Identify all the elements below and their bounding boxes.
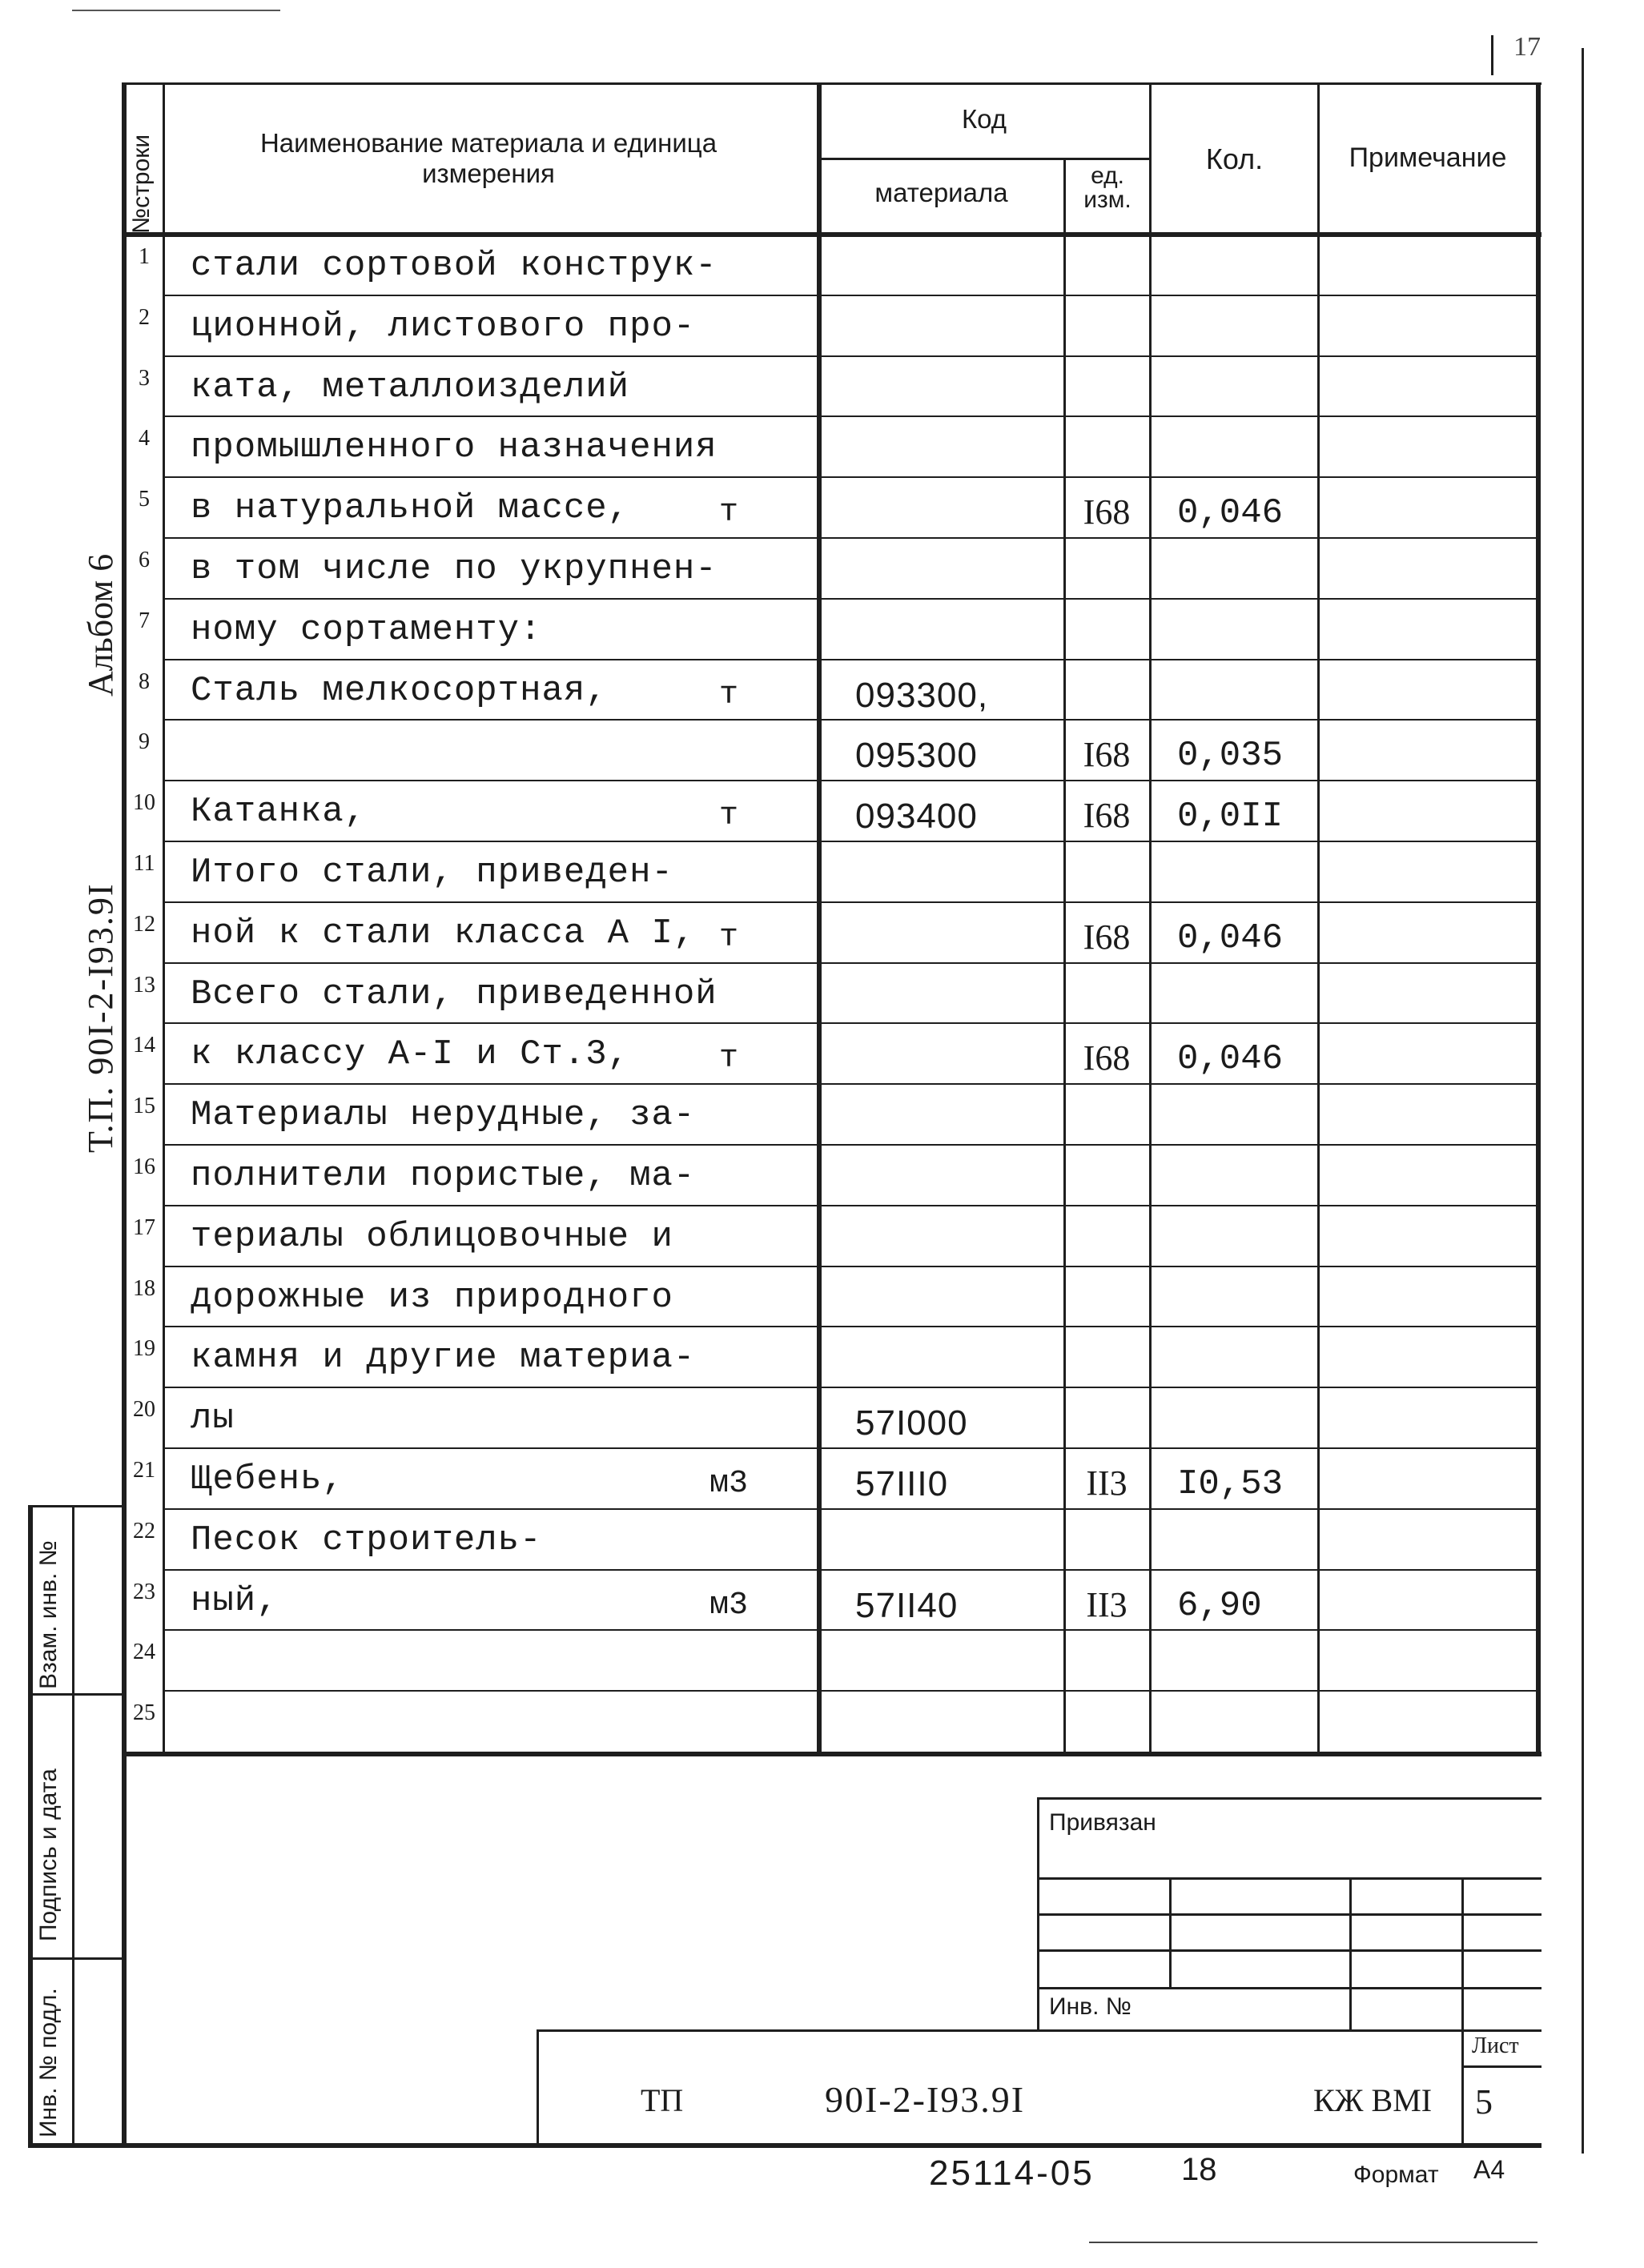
table-row-line — [163, 1569, 1537, 1571]
side-line-2 — [28, 1693, 124, 1696]
table-row-line — [163, 1326, 1537, 1327]
row-number: 9 — [139, 729, 150, 755]
row-material-name: ный, — [191, 1580, 279, 1621]
row-number: 14 — [133, 1033, 155, 1058]
row-material-code: 093400 — [855, 797, 978, 837]
row-number: 4 — [139, 426, 150, 452]
row-number: 24 — [133, 1640, 155, 1665]
row-number: 16 — [133, 1154, 155, 1179]
row-number: 12 — [133, 911, 155, 937]
privyazan-col-3 — [1461, 1877, 1464, 2029]
row-unit: м3 — [709, 1466, 748, 1502]
header-row-no: №строки — [128, 134, 155, 234]
row-material-name: в натуральной массе, — [191, 488, 630, 529]
row-number: 17 — [133, 1214, 155, 1240]
row-number: 15 — [133, 1094, 155, 1119]
row-material-name: Материалы нерудные, за- — [191, 1095, 696, 1136]
col-line-right — [1536, 82, 1541, 1754]
row-quantity: 0,046 — [1177, 1039, 1284, 1080]
podpis-data-label: Подпись и дата — [35, 1768, 62, 1941]
header-subline — [819, 158, 1149, 160]
privyazan-line-4 — [1037, 1987, 1542, 1989]
row-quantity: 0,046 — [1177, 493, 1284, 534]
top-edge-line — [72, 10, 280, 11]
inv-no-label: Инв. № — [1049, 1993, 1132, 2020]
table-row-line — [163, 1690, 1537, 1692]
row-material-name: промышленного назначения — [191, 428, 717, 468]
table-row-line — [163, 1629, 1537, 1631]
row-number: 6 — [139, 548, 150, 572]
table-row-line — [163, 1144, 1537, 1146]
table-row-line — [163, 1387, 1537, 1388]
row-material-name: стали сортовой конструк- — [191, 246, 717, 286]
row-unit-code: I68 — [1083, 1038, 1131, 1078]
row-number: 21 — [133, 1458, 155, 1483]
table-row-line — [163, 962, 1537, 964]
row-material-name: Итого стали, приведен- — [191, 853, 673, 893]
row-unit-code: II3 — [1086, 1463, 1127, 1503]
row-number: 10 — [133, 790, 155, 816]
col-line-qty — [1149, 82, 1152, 1754]
row-unit: т — [718, 798, 738, 835]
corner-page-number: 17 — [1513, 32, 1541, 62]
col-line-ed — [1063, 158, 1066, 1754]
title-block-sheet-col — [1461, 2029, 1464, 2146]
right-margin-line — [1582, 48, 1584, 2154]
row-number: 2 — [139, 304, 150, 330]
list-label: Лист — [1472, 2033, 1519, 2058]
bottom-number: 18 — [1181, 2152, 1217, 2187]
row-unit-code: I68 — [1083, 492, 1131, 532]
format-label: Формат — [1353, 2162, 1439, 2188]
row-unit: м3 — [709, 1587, 748, 1624]
table-bottom-line — [124, 1752, 1542, 1756]
table-row-line — [163, 537, 1537, 539]
side-line-1 — [28, 1505, 124, 1507]
row-material-name: ката, металлоизделий — [191, 367, 630, 407]
row-material-code: 57I000 — [855, 1403, 968, 1443]
vzam-inv-label: Взам. инв. № — [35, 1540, 62, 1689]
top-right-tick — [1491, 35, 1493, 75]
privyazan-line-1 — [1037, 1877, 1542, 1880]
row-material-name: камня и другие материа- — [191, 1338, 696, 1379]
row-unit-code: II3 — [1086, 1584, 1127, 1624]
row-material-name: ционной, листового про- — [191, 306, 696, 347]
tp-label: ТП — [641, 2082, 684, 2118]
row-material-name: полнители пористые, ма- — [191, 1156, 696, 1196]
row-unit-code: I68 — [1083, 796, 1131, 836]
row-material-name: к классу А-I и Ст.3, — [191, 1034, 630, 1075]
row-material-code: 57III0 — [855, 1464, 949, 1503]
side-line-3 — [28, 1957, 124, 1960]
bottom-edge-line — [1089, 2242, 1537, 2243]
row-number: 3 — [139, 365, 150, 391]
album-label: Альбом 6 — [81, 553, 120, 696]
row-number: 7 — [139, 608, 150, 633]
row-quantity: 0,035 — [1177, 736, 1284, 777]
row-number: 1 — [139, 244, 150, 269]
header-note: Примечание — [1349, 143, 1507, 173]
header-qty: Кол. — [1205, 143, 1264, 175]
header-code-material: материала — [874, 178, 1008, 207]
col-line-no — [163, 82, 165, 1754]
row-quantity: I0,53 — [1177, 1464, 1284, 1504]
privyazan-line-2 — [1037, 1913, 1542, 1916]
title-block-left — [537, 2029, 539, 2146]
table-row-line — [163, 355, 1537, 357]
privyazan-col-2 — [1349, 1877, 1352, 2029]
side-line-bottom — [28, 2143, 1542, 2148]
header-bottom-line — [124, 232, 1542, 237]
table-row-line — [163, 1083, 1537, 1085]
row-number: 13 — [133, 972, 155, 998]
row-material-name: ной к стали класса А I, — [191, 913, 696, 953]
table-row-line — [163, 1022, 1537, 1024]
header-code: Код — [961, 104, 1007, 134]
table-row-line — [163, 1266, 1537, 1267]
title-block-top — [537, 2029, 1542, 2032]
row-unit: т — [718, 495, 738, 532]
row-material-code: 57II40 — [855, 1585, 959, 1625]
table-row-line — [163, 1508, 1537, 1510]
row-material-name: в том числе по укрупнен- — [191, 549, 717, 589]
header-name: Наименование материала и единица измерения — [259, 128, 717, 188]
row-unit: т — [718, 1041, 738, 1078]
row-material-name: Всего стали, приведенной — [191, 973, 717, 1014]
table-row-line — [163, 780, 1537, 781]
table-row-line — [163, 1447, 1537, 1449]
row-number: 5 — [139, 487, 150, 512]
title-block-sheet-line — [1461, 2065, 1542, 2068]
row-material-name: Песок строитель- — [191, 1519, 542, 1560]
table-row-line — [163, 476, 1537, 478]
row-material-name: Сталь мелкосортная, — [191, 670, 608, 711]
row-quantity: 0,0II — [1177, 797, 1284, 837]
bottom-stamp: 25114-05 — [929, 2154, 1095, 2193]
row-material-code: 095300 — [855, 736, 978, 776]
row-number: 23 — [133, 1579, 155, 1604]
table-row-line — [163, 901, 1537, 903]
col-line-code — [817, 82, 822, 1754]
sheet-number: 5 — [1475, 2082, 1493, 2121]
table-row-line — [163, 719, 1537, 721]
privyazan-label: Привязан — [1049, 1809, 1156, 1836]
header-code-unit: ед. изм. — [1083, 163, 1132, 213]
table-row-line — [163, 659, 1537, 660]
col-line-note — [1317, 82, 1320, 1754]
row-unit-code: I68 — [1083, 735, 1131, 775]
row-unit-code: I68 — [1083, 917, 1131, 957]
row-quantity: 6,90 — [1177, 1585, 1262, 1626]
row-material-name: Катанка, — [191, 792, 367, 833]
inv-podl-label: Инв. № подл. — [35, 1988, 62, 2138]
row-unit: т — [718, 919, 738, 956]
row-material-name: териалы облицовочные и — [191, 1216, 673, 1257]
table-top-line — [124, 82, 1542, 85]
row-number: 11 — [133, 851, 155, 876]
row-number: 22 — [133, 1518, 155, 1543]
row-number: 19 — [133, 1336, 155, 1362]
row-unit: т — [718, 676, 738, 713]
privyazan-top — [1037, 1797, 1542, 1800]
row-number: 8 — [139, 668, 150, 694]
privyazan-line-3 — [1037, 1949, 1542, 1952]
row-number: 25 — [133, 1700, 155, 1726]
side-col-left — [28, 1505, 33, 2146]
row-material-name: лы — [191, 1399, 235, 1439]
doc-mark: КЖ ВМI — [1313, 2082, 1433, 2118]
row-material-name: ному сортаменту: — [191, 609, 542, 650]
row-number: 20 — [133, 1397, 155, 1423]
table-row-line — [163, 295, 1537, 296]
privyazan-col-1 — [1169, 1877, 1172, 1987]
project-label: Т.П. 90I-2-I93.9I — [81, 882, 120, 1153]
table-row-line — [163, 415, 1537, 417]
side-col-mid — [72, 1505, 74, 2146]
format-value: А4 — [1473, 2155, 1505, 2184]
doc-code: 90I-2-I93.9I — [825, 2079, 1026, 2120]
row-material-code: 093300, — [855, 675, 989, 715]
table-row-line — [163, 1205, 1537, 1206]
row-quantity: 0,046 — [1177, 917, 1284, 958]
row-material-name: Щебень, — [191, 1459, 344, 1499]
table-row-line — [163, 598, 1537, 600]
row-material-name: дорожные из природного — [191, 1277, 673, 1318]
table-row-line — [163, 841, 1537, 842]
row-number: 18 — [133, 1275, 155, 1301]
